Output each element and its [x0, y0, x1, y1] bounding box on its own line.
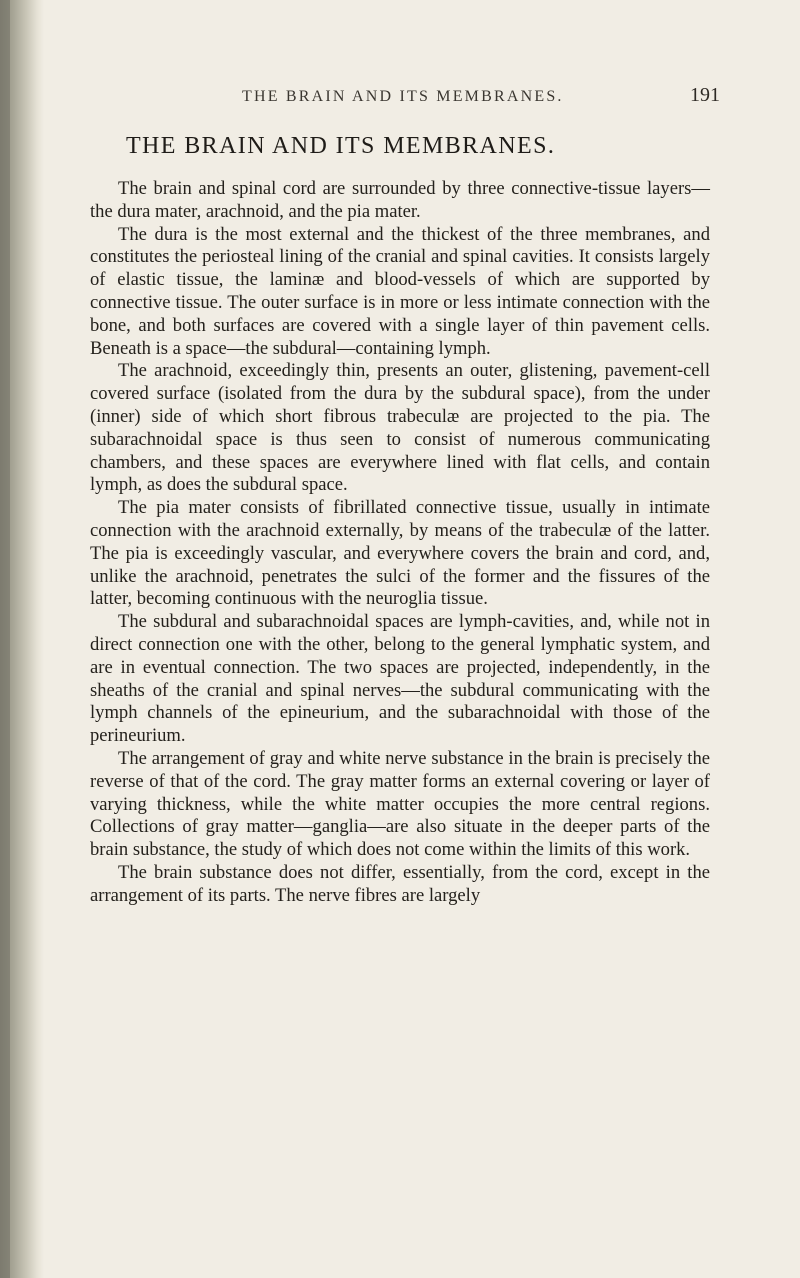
paragraph-pia: The pia mater consists of fibrillated connective tissue, usually in intimate connection with the arachnoid externally, by means of the trabeculæ of the latter. The pia is exceedingly vascular, and everywhere covers the brain and cord, and, unlike the arachnoid, penetrates the sulci of the former and the fissures of the latter, becoming continuous with the neuroglia tissue.: [90, 497, 710, 610]
paragraph-gray-white: The arrangement of gray and white nerve substance in the brain is precisely the reverse of that of the cord. The gray matter forms an external covering or layer of varying thickness, while the white matter occupies the more central regions. Collections of gray matter—ganglia—are also situate in the deeper parts of the brain substance, the study of which does not come within the limits of this work.: [90, 747, 710, 861]
paragraph-dura: The dura is the most external and the thickest of the three membranes, and constitutes the periosteal lining of the cranial and spinal cavities. It consists largely of elastic tissue, the laminæ and blood-vessels of which are supported by connective tissue. The outer surface is in more or less intimate connection with the bone, and both surfaces are covered with a single layer of thin pavement cells. Beneath is a space—the subdural—containing lymph.: [90, 223, 710, 359]
paragraph-brain-substance: The brain substance does not differ, essentially, from the cord, except in the arrangement of its parts. The nerve fibres are largely: [90, 861, 710, 906]
paragraph-spaces: The subdural and subarachnoidal spaces are lymph-cavities, and, while not in direct connection one with the other, belong to the general lymphatic system, and are in eventual connection. The two spaces are projected, independently, in the sheaths of the cranial and spinal nerves—the subdural communicating with the lymph channels of the epineurium, and the subarachnoidal with those of the perineurium.: [90, 611, 710, 747]
paragraph-arachnoid: The arachnoid, exceedingly thin, presents an outer, glistening, pavement-cell covered surface (isolated from the dura by the subdural space), from the under (inner) side of which short fibrous trabeculæ are projected to the pia. The subarachnoidal space is thus seen to consist of numerous communicating chambers, and these spaces are everywhere lined with flat cells, and contain lymph, as does the subdural space.: [90, 360, 710, 496]
running-head: THE BRAIN AND ITS MEMBRANES.: [242, 88, 564, 105]
body-text: [90, 178, 710, 908]
chapter-title: THE BRAIN AND ITS MEMBRANES.: [126, 133, 556, 159]
page-number: 191: [690, 84, 720, 106]
binding-shadow: [0, 0, 10, 1278]
paragraph-membranes-intro: The brain and spinal cord are surrounded by three connective-tissue layers—the dura mater, arachnoid, and the pia mater.: [90, 178, 710, 222]
